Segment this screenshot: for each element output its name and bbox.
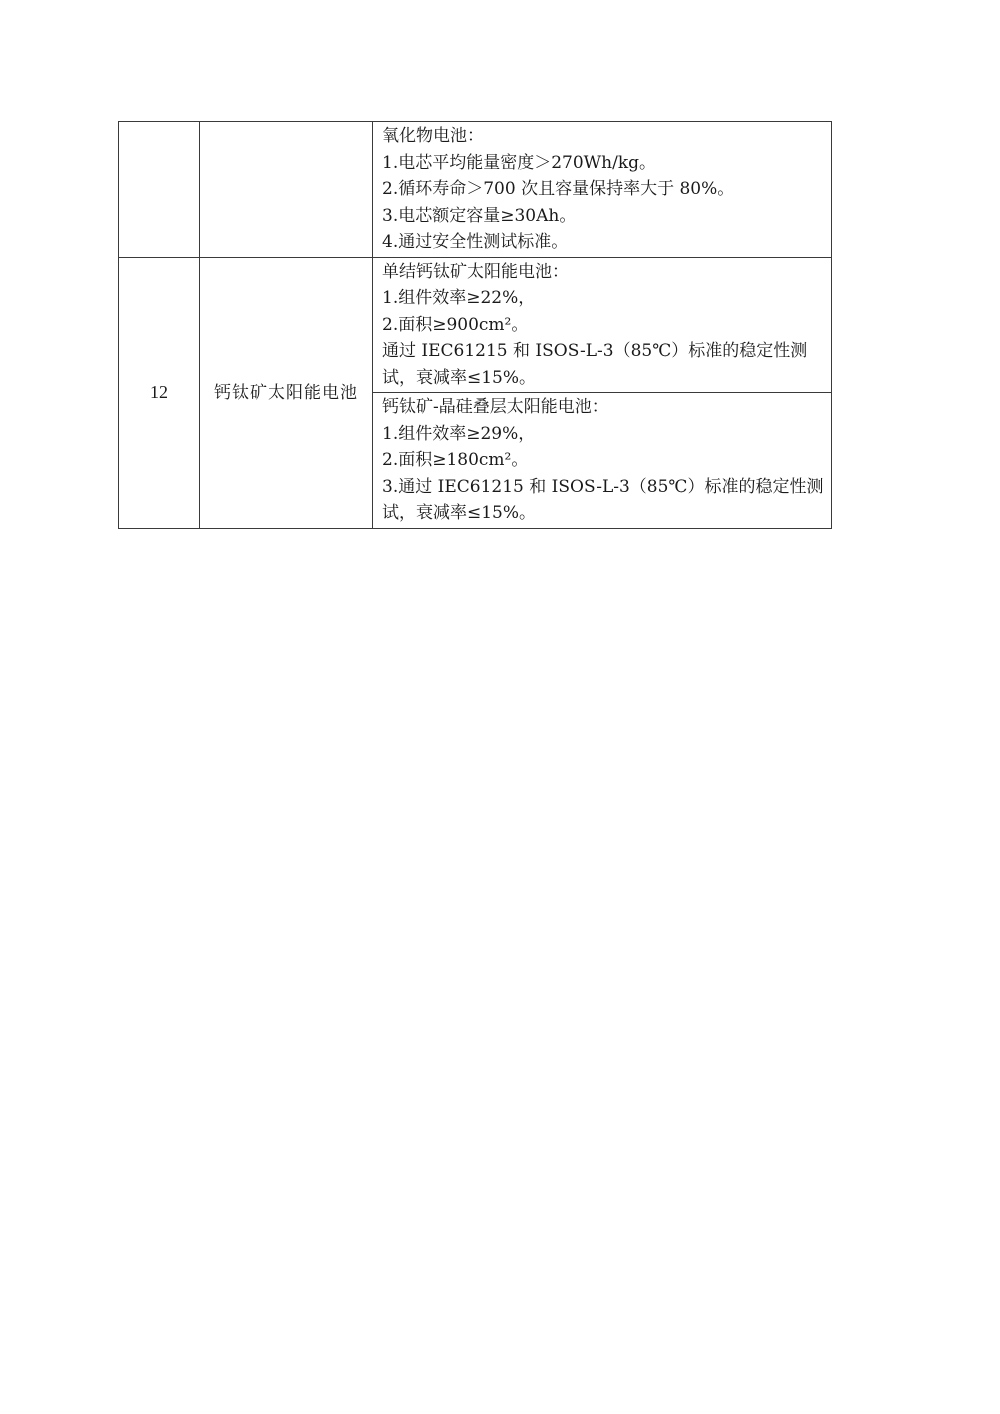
item-number-cell <box>119 122 200 258</box>
requirement-line: 2.循环寿命＞700 次且容量保持率大于 80%。 <box>382 179 735 199</box>
requirement-line: 4.通过安全性测试标准。 <box>382 232 569 252</box>
table-row <box>119 122 832 258</box>
requirement-heading: 钙钛矿-晶硅叠层太阳能电池： <box>382 397 609 417</box>
requirement-line: 2.面积≥180cm²。 <box>382 450 529 470</box>
table-row <box>119 257 832 393</box>
item-name-cell: 钙钛矿太阳能电池 <box>200 257 373 528</box>
spec-table <box>118 121 832 529</box>
requirement-line: 1.组件效率≥22%， <box>382 288 536 308</box>
requirement-line: 3.电芯额定容量≥30Ah。 <box>382 205 577 226</box>
requirement-line: 2.面积≥900cm²。 <box>382 314 529 335</box>
requirement-line: 通过 IEC61215 和 ISOS-L-3（85℃）标准的稳定性测试，衰减率≤15%。 <box>382 341 808 388</box>
requirement-cell <box>373 257 832 393</box>
item-name-cell <box>200 122 373 258</box>
requirement-line: 1.电芯平均能量密度＞270Wh/kg。 <box>382 152 656 173</box>
requirement-cell <box>373 393 832 529</box>
requirement-line: 3.通过 IEC61215 和 ISOS-L-3（85℃）标准的稳定性测试，衰减率≤15%。 <box>382 476 824 523</box>
requirement-heading: 单结钙钛矿太阳能电池： <box>382 261 569 282</box>
requirement-line: 1.组件效率≥29%， <box>382 423 536 444</box>
requirement-heading: 氧化物电池： <box>382 126 484 146</box>
item-number-cell: 12 <box>119 257 200 528</box>
requirement-cell <box>373 122 832 258</box>
